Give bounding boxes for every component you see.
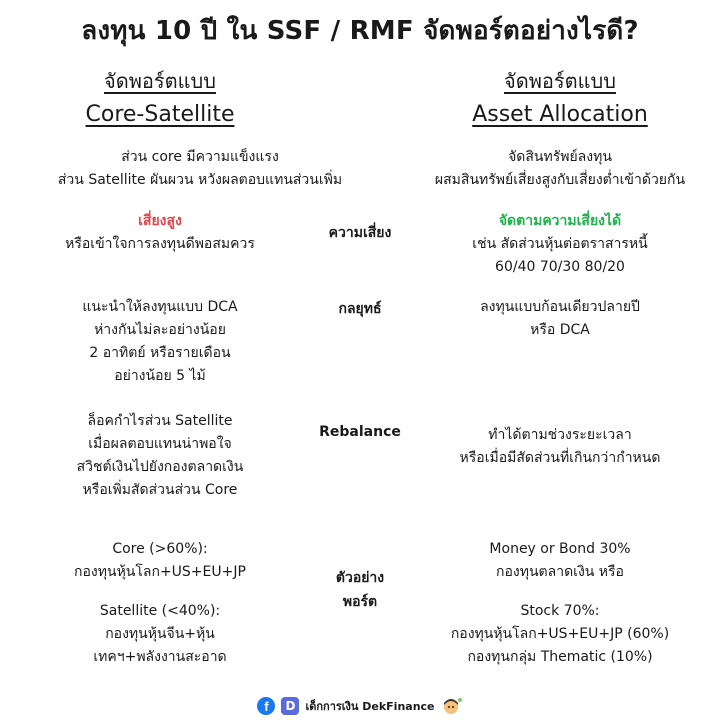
example-left — [0, 538, 320, 669]
strategy-left-line: แนะนำให้ลงทุนแบบ DCA — [82, 299, 238, 315]
left-intro-line: ส่วน Satellite ผันผวน หวังผลตอบแทนส่วนเพิ่ม — [57, 172, 343, 188]
strategy-left — [0, 296, 320, 388]
strategy-left-line: ห่างกันไม่ละอย่างน้อย — [94, 322, 226, 338]
risk-left-line: หรือเข้าใจการลงทุนดีพอสมควร — [65, 236, 255, 252]
right-intro — [400, 146, 720, 192]
example-left-line: กองทุนหุ้นโลก+US+EU+JP — [74, 564, 246, 580]
row-label-example-line2: พอร์ต — [342, 594, 378, 610]
left-header-line1: จัดพอร์ตแบบ — [104, 69, 216, 93]
row-label-risk: ความเสี่ยง — [328, 225, 392, 241]
strategy-left-line: 2 อาทิตย์ หรือรายเดือน — [89, 345, 231, 361]
rebalance-left — [0, 410, 320, 502]
right-column-header — [400, 66, 720, 130]
left-header-line2: Core-Satellite — [85, 102, 235, 127]
rebalance-left-line: เมื่อผลตอบแทนน่าพอใจ — [88, 436, 232, 452]
row-label-rebalance: Rebalance — [319, 424, 401, 440]
mascot-icon — [441, 696, 463, 716]
example-right-line: กองทุนกลุ่ม Thematic (10%) — [467, 649, 653, 665]
left-column-header — [0, 66, 320, 130]
strategy-right-line: หรือ DCA — [530, 322, 590, 338]
row-label-strategy: กลยุทธ์ — [338, 301, 382, 317]
strategy-right — [400, 296, 720, 342]
left-intro — [0, 146, 400, 192]
footer — [0, 694, 720, 718]
left-intro-line: ส่วน core มีความแข็งแรง — [121, 149, 279, 165]
risk-right-highlight: จัดตามความเสี่ยงได้ — [498, 213, 622, 229]
example-right-line: Stock 70%: — [520, 603, 600, 619]
example-right — [400, 538, 720, 669]
right-header-line2: Asset Allocation — [472, 102, 648, 127]
page-title: ลงทุน 10 ปี ใน SSF / RMF จัดพอร์ตอย่างไรดี? — [81, 16, 639, 46]
risk-right-line: 60/40 70/30 80/20 — [495, 259, 625, 275]
strategy-right-line: ลงทุนแบบก้อนเดียวปลายปี — [480, 299, 640, 315]
example-left-line: เทคฯ+พลังงานสะอาด — [93, 649, 227, 665]
risk-left-highlight: เสี่ยงสูง — [138, 213, 182, 229]
right-header-line1: จัดพอร์ตแบบ — [504, 69, 616, 93]
example-left-line: Satellite (<40%): — [99, 603, 221, 619]
example-left-line: Core (>60%): — [112, 541, 208, 557]
example-left-line: กองทุนหุ้นจีน+หุ้น — [105, 626, 215, 642]
rebalance-left-line: สวิชต์เงินไปยังกองตลาดเงิน — [76, 459, 244, 475]
example-right-line: กองทุนตลาดเงิน หรือ — [496, 564, 624, 580]
example-right-line: กองทุนหุ้นโลก+US+EU+JP (60%) — [450, 626, 670, 642]
right-intro-line: ผสมสินทรัพย์เสี่ยงสูงกับเสี่ยงต่ำเข้าด้วยกัน — [434, 172, 686, 188]
example-right-line: Money or Bond 30% — [489, 541, 631, 557]
rebalance-right-line: ทำได้ตามช่วงระยะเวลา — [488, 427, 632, 443]
facebook-icon: f — [257, 697, 275, 715]
rebalance-left-line: หรือเพิ่มสัดส่วนส่วน Core — [82, 482, 238, 498]
dekfinance-logo-icon: D — [281, 697, 299, 715]
footer-brand: เด็กการเงิน DekFinance — [305, 700, 435, 713]
rebalance-right — [400, 424, 720, 470]
strategy-left-line: อย่างน้อย 5 ไม้ — [114, 368, 206, 384]
row-label-example-line1: ตัวอย่าง — [335, 570, 385, 586]
risk-left — [0, 210, 320, 256]
right-intro-line: จัดสินทรัพย์ลงทุน — [508, 149, 612, 165]
rebalance-left-line: ล็อคกำไรส่วน Satellite — [87, 413, 233, 429]
risk-right — [400, 210, 720, 279]
risk-right-line: เช่น สัดส่วนหุ้นต่อตราสารหนี้ — [472, 236, 648, 252]
rebalance-right-line: หรือเมื่อมีสัดส่วนที่เกินกว่ากำหนด — [459, 450, 661, 466]
